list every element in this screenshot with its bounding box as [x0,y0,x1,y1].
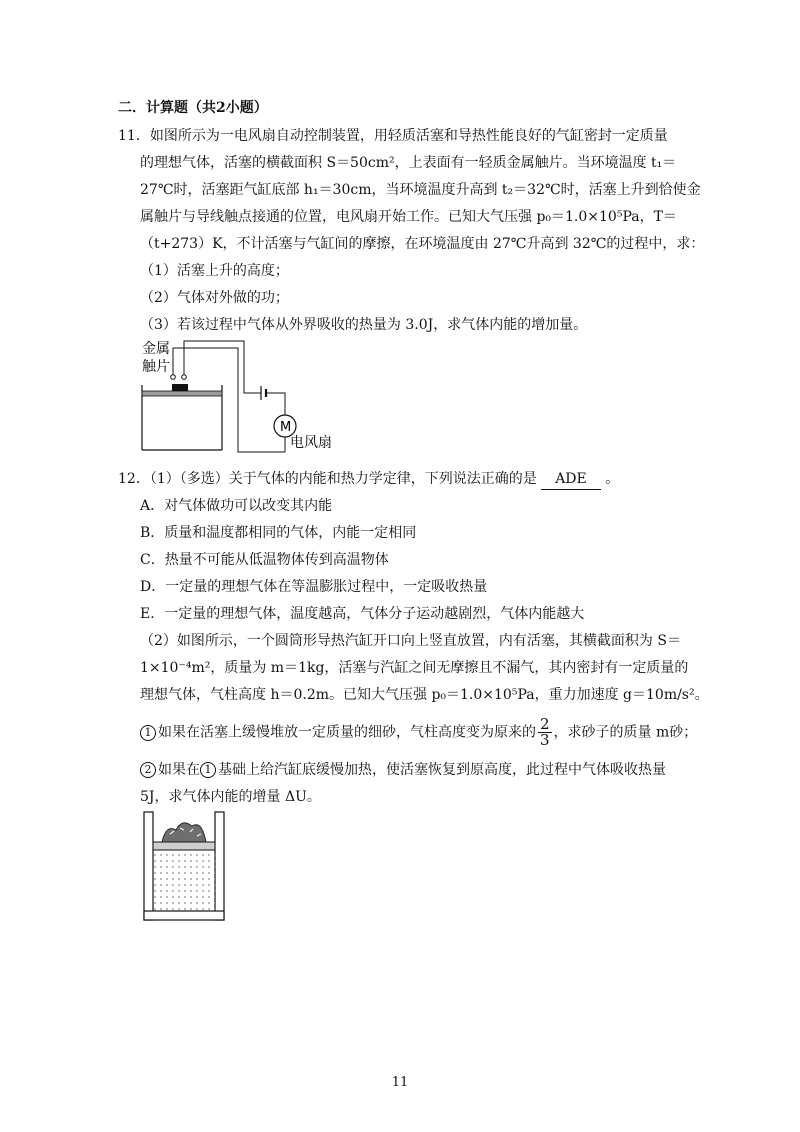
item-1-marker: 1 [140,725,156,741]
fraction-two-thirds [538,717,552,748]
fraction-numerator: 2 [540,715,550,733]
q12-intro-line [118,469,619,490]
metal-label-2: 触片 [142,359,170,375]
q12-option-a: A．对气体做功可以改变其内能 [140,498,333,514]
item-2-text-a: 如果在 [158,762,200,778]
sand-pile [162,823,206,842]
wire-outer [173,348,285,452]
q11-sub-3: （3）若该过程中气体从外界吸收的热量为 3.0J，求气体内能的增加量。 [140,317,588,333]
q12-option-d: D．一定量的理想气体在等温膨胀过程中，一定吸收热量 [140,579,488,595]
cylinder-left-wall [144,812,153,920]
q11-sub-1: （1）活塞上升的高度； [140,263,289,279]
cylinder-sand-diagram [140,810,240,925]
q12-part2-line-3: 理想气体，气柱高度 h＝0.2m。已知大气压强 p₀＝1.0×10⁵Pa，重力加速度 g＝10m/s²。 [140,687,709,703]
q12-answer: ADE [541,469,601,490]
wire-contact-right [182,375,187,380]
q12-item-1 [140,717,697,748]
q11-line-3: 27℃时，活塞距气缸底部 h₁＝30cm，当环境温度升高到 t₂＝32℃时，活塞上升到恰使金 [140,182,701,198]
cylinder-base [144,911,224,920]
q11-line-5: （t+273）K，不计活塞与气缸间的摩擦，在环境温度由 27℃升高到 32℃的过程中，求： [140,236,705,252]
q12-option-b: B．质量和温度都相同的气体，内能一定相同 [140,525,417,541]
q11-line-4: 属触片与导线触点接通的位置，电风扇开始工作。已知大气压强 p₀＝1.0×10⁵Pa，T＝ [140,209,677,225]
q12-item-2-line-2: 5J，求气体内能的增量 ΔU。 [140,789,321,805]
item-2-ref-marker: 1 [200,762,216,778]
q12-intro: 12．（1）（多选）关于气体的内能和热力学定律，下列说法正确的是 [118,471,537,487]
metal-label-1: 金属 [142,341,170,357]
piston [142,391,222,396]
q12-part2-line-2: 1×10⁻⁴m²，质量为 m＝1kg，活塞与汽缸之间无摩擦且不漏气，其内密封有一定质量的 [140,660,689,676]
wire-battery-motor [266,393,285,415]
q11-line-1: 11．如图所示为一电风扇自动控制装置，用轻质活塞和导热性能良好的气缸密封一定质量 [118,128,668,144]
gas-region [153,850,215,911]
fraction-denominator: 3 [540,731,550,749]
metal-contact-plate [172,384,188,391]
fan-label: 电风扇 [290,435,332,451]
q12-part2-line-1: （2）如图所示，一个圆筒形导热汽缸开口向上竖直放置，内有活塞，其横截面积为 S＝ [140,633,681,649]
item-1-text-a: 如果在活塞上缓慢堆放一定质量的细砂，气柱高度变为原来的 [158,724,536,741]
piston [153,842,215,850]
item-2-text-b: 基础上给汽缸底缓慢加热，使活塞恢复到原高度，此过程中气体吸收热量 [218,762,666,778]
page-number: 11 [391,1075,409,1090]
item-1-text-b: ，求砂子的质量 m砂； [553,724,698,741]
q11-line-2: 的理想气体，活塞的横截面积 S＝50cm²，上表面有一轻质金属触片。当环境温度 t₁＝ [140,155,677,171]
fan-control-circuit-diagram [130,335,360,460]
section-heading: 二．计算题（共2小题） [118,100,268,116]
item-2-marker: 2 [140,762,156,778]
cylinder-right-wall [215,812,224,920]
q11-sub-2: （2）气体对外做的功； [140,290,289,306]
q12-option-e: E．一定量的理想气体，温度越高，气体分子运动越剧烈，气体内能越大 [140,606,585,622]
wire-contact-left [171,375,176,380]
q12-item-2 [140,760,666,780]
q12-end-mark: 。 [605,471,620,487]
q12-option-c: C．热量不可能从低温物体传到高温物体 [140,552,389,568]
motor-symbol: M [280,420,292,435]
